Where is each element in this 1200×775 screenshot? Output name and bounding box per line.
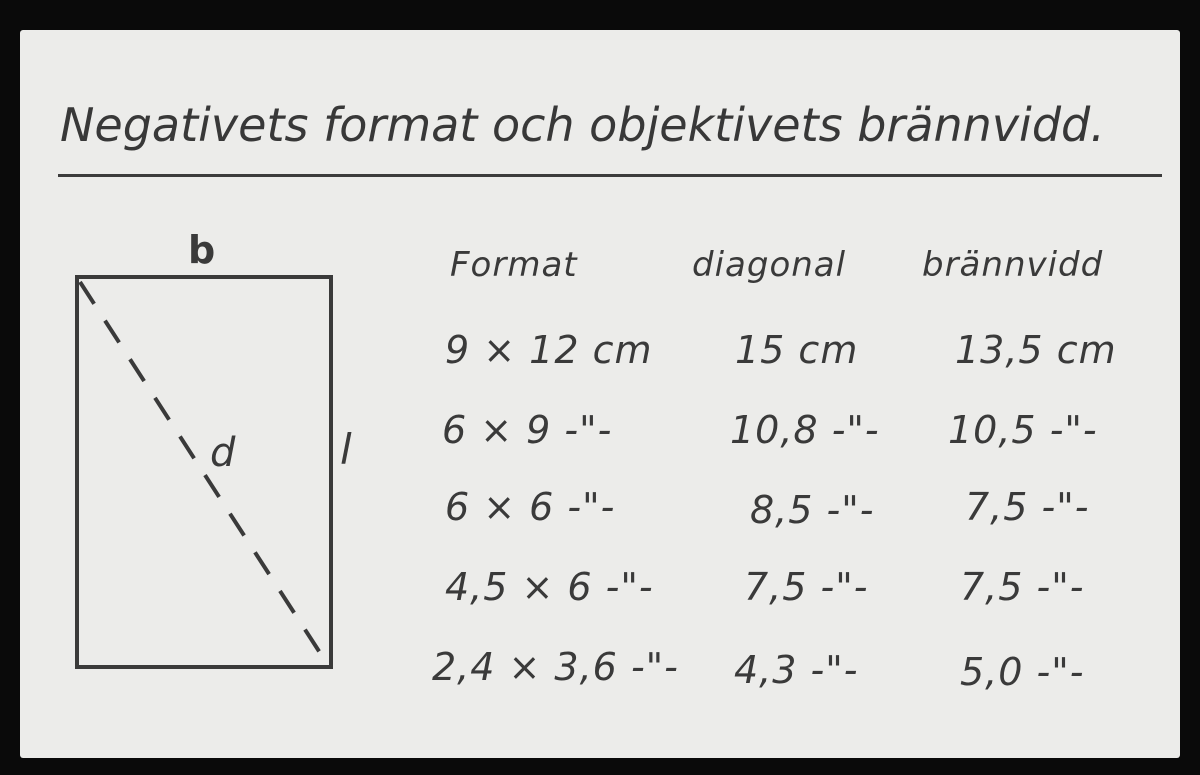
header-brannvidd: brännvidd xyxy=(922,245,1104,285)
row2-brannvidd: 10,5 -"- xyxy=(948,408,1098,452)
row1-format: 9 × 12 cm xyxy=(445,328,653,372)
row4-format: 4,5 × 6 -"- xyxy=(445,565,654,609)
row4-brannvidd: 7,5 -"- xyxy=(960,565,1085,609)
row5-diagonal: 4,3 -"- xyxy=(734,648,859,692)
diagram-label-d: d xyxy=(210,430,237,476)
row4-diagonal: 7,5 -"- xyxy=(744,565,869,609)
header-diagonal: diagonal xyxy=(692,245,847,285)
row2-diagonal: 10,8 -"- xyxy=(730,408,880,452)
row1-brannvidd: 13,5 cm xyxy=(955,328,1117,372)
diagram-label-l: l xyxy=(340,425,353,474)
header-format: Format xyxy=(450,245,578,285)
row5-brannvidd: 5,0 -"- xyxy=(960,650,1085,694)
page-title: Negativets format och objektivets brännvidd. xyxy=(60,98,1105,152)
slide xyxy=(20,30,1180,758)
row3-brannvidd: 7,5 -"- xyxy=(965,485,1090,529)
diagram-label-b: b xyxy=(188,228,217,272)
diagonal-line xyxy=(80,282,326,662)
row3-format: 6 × 6 -"- xyxy=(445,485,616,529)
row1-diagonal: 15 cm xyxy=(735,328,859,372)
row5-format: 2,4 × 3,6 -"- xyxy=(432,645,679,689)
row2-format: 6 × 9 -"- xyxy=(442,408,613,452)
row3-diagonal: 8,5 -"- xyxy=(750,488,875,532)
